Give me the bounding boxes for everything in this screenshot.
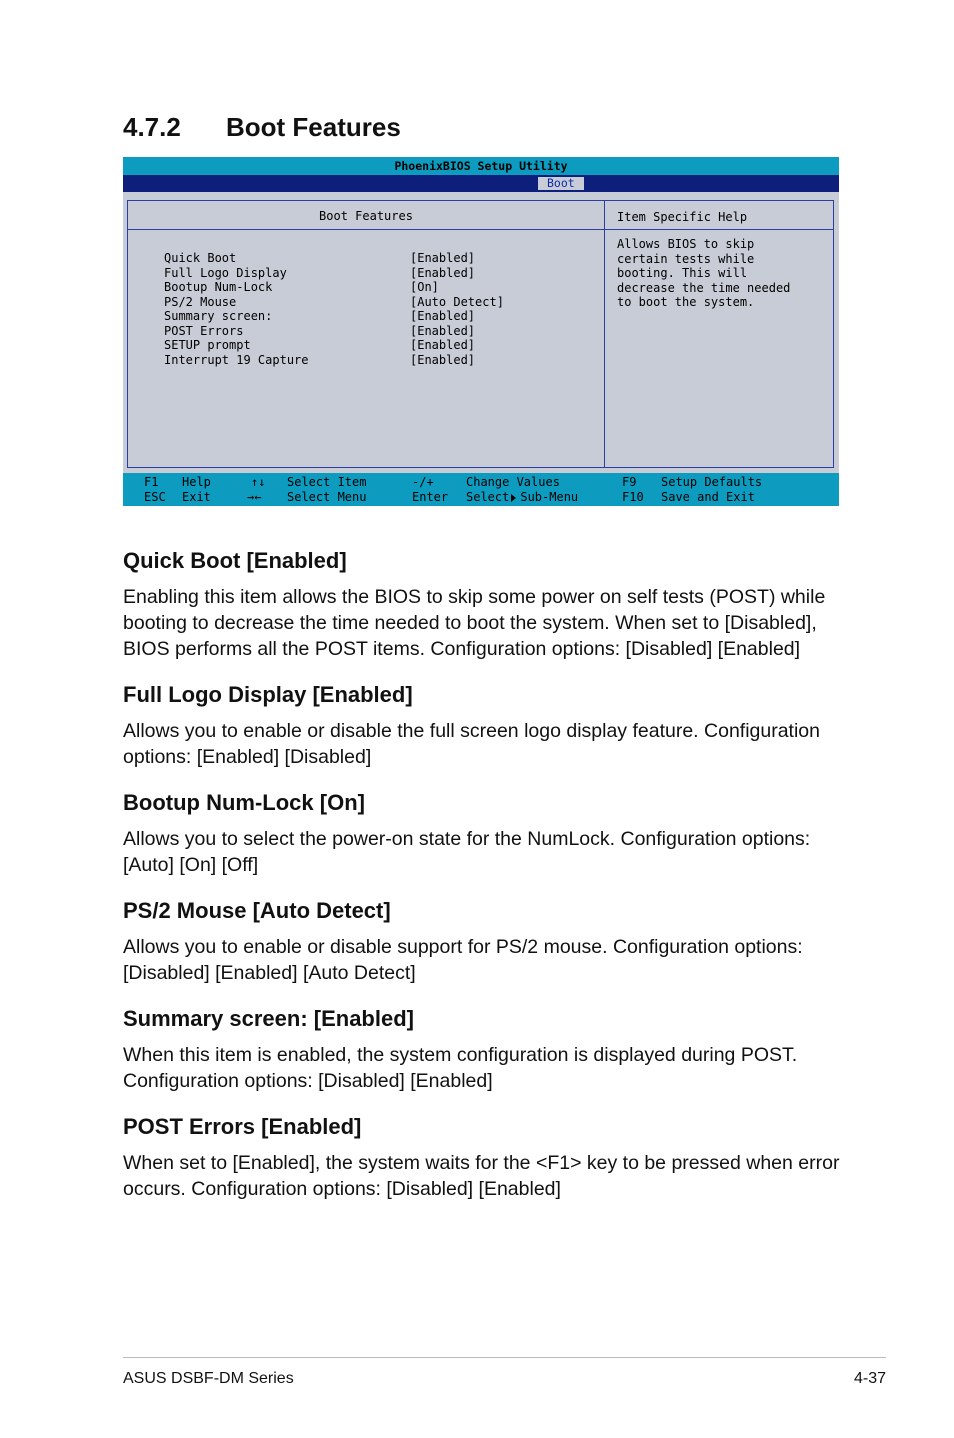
item-label: PS/2 Mouse: [164, 294, 237, 309]
item-label: Summary screen:: [164, 309, 273, 323]
tab-boot[interactable]: Boot: [538, 177, 584, 190]
key-f9-label: Setup Defaults: [661, 475, 763, 489]
bios-title-bar: PhoenixBIOS Setup Utility: [123, 157, 839, 175]
list-item-interrupt-19[interactable]: [164, 353, 504, 368]
item-label: POST Errors: [164, 323, 244, 338]
key-f10: F10: [622, 490, 644, 504]
heading-full-logo: Full Logo Display [Enabled]: [123, 682, 413, 707]
list-item-summary-screen[interactable]: [164, 309, 504, 324]
paragraph-ps2-mouse: Allows you to enable or disable support for PS/2 mouse. Configuration options: [Disabled] [Enabled] [Auto Detect]: [123, 936, 803, 984]
item-label: Bootup Num-Lock: [164, 280, 273, 294]
item-value[interactable]: [Enabled]: [410, 309, 476, 323]
heading-num-lock: Bootup Num-Lock [On]: [123, 790, 365, 815]
key-enter-label: [466, 490, 578, 505]
key-f1-label: Help: [182, 475, 211, 489]
list-item-setup-prompt[interactable]: [164, 338, 504, 353]
section-number: 4.7.2: [123, 112, 181, 142]
item-value[interactable]: [Auto Detect]: [410, 294, 504, 309]
paragraph-num-lock: Allows you to select the power-on state for the NumLock. Configuration options: [Auto] [On] [Off]: [123, 828, 811, 876]
item-value[interactable]: [Enabled]: [410, 352, 476, 367]
footer-rule: [123, 1357, 886, 1358]
submenu-triangle-icon: [511, 494, 516, 502]
heading-quick-boot: Quick Boot [Enabled]: [123, 548, 347, 573]
help-title: Item Specific Help: [617, 210, 748, 224]
list-item-post-errors[interactable]: [164, 324, 504, 339]
key-plusminus: -/+: [412, 475, 434, 489]
footer-product: ASUS DSBF-DM Series: [123, 1370, 294, 1387]
paragraph-quick-boot: Enabling this item allows the BIOS to skip some power on self tests (POST) while booting to decrease the time needed to boot the system. When set to [Disabled], BIOS performs all the POST items. Configuration options: [Disabled] [Enabled]: [123, 586, 826, 660]
paragraph-summary-screen: When this item is enabled, the system configuration is displayed during POST. Configuration options: [Disabled] [Enabled]: [123, 1044, 798, 1092]
key-f1: F1: [144, 475, 159, 489]
boot-features-list: [164, 251, 504, 367]
help-text: Allows BIOS to skip certain tests while booting. This will decrease the time needed to boot the system.: [617, 237, 791, 309]
section-title-text: Boot Features: [226, 112, 401, 142]
list-item-full-logo[interactable]: [164, 266, 504, 281]
panel-divider: [604, 201, 605, 467]
panel-title: Boot Features: [319, 209, 413, 223]
item-value[interactable]: [Enabled]: [410, 265, 476, 280]
key-leftright-label: Select Menu: [287, 490, 367, 504]
bios-screenshot: [123, 157, 839, 506]
key-updown-label: Select Item: [287, 475, 367, 489]
paragraph-full-logo: Allows you to enable or disable the full screen logo display feature. Configuration options: [Enabled] [Disabled]: [123, 720, 821, 768]
key-plusminus-label: Change Values: [466, 475, 560, 489]
leftright-arrows-icon: →←: [247, 490, 262, 504]
key-esc: ESC: [144, 490, 166, 504]
key-esc-label: Exit: [182, 490, 211, 504]
item-value[interactable]: [Enabled]: [410, 323, 476, 338]
key-enter: Enter: [412, 490, 449, 504]
section-title: [123, 112, 401, 143]
key-f10-label: Save and Exit: [661, 490, 755, 504]
bios-panel: [127, 200, 834, 468]
bios-key-legend: [123, 473, 839, 506]
footer-page-number: 4-37: [853, 1370, 886, 1387]
heading-ps2-mouse: PS/2 Mouse [Auto Detect]: [123, 898, 391, 923]
bios-menu-bar: [123, 175, 839, 192]
heading-post-errors: POST Errors [Enabled]: [123, 1114, 362, 1139]
item-value[interactable]: [Enabled]: [410, 338, 476, 352]
heading-summary-screen: Summary screen: [Enabled]: [123, 1006, 414, 1031]
list-item-num-lock[interactable]: [164, 280, 504, 295]
key-f9: F9: [622, 475, 637, 489]
key-enter-label-a: Select: [466, 490, 510, 504]
item-label: Full Logo Display: [164, 265, 287, 280]
list-item-ps2-mouse[interactable]: [164, 295, 504, 310]
paragraph-post-errors: When set to [Enabled], the system waits for the <F1> key to be pressed when error occurs. Configuration options: [Disabled] [Enabled]: [123, 1152, 840, 1200]
panel-header-divider: [128, 229, 833, 230]
item-value[interactable]: [On]: [410, 280, 439, 294]
key-enter-label-b: Sub-Menu: [520, 490, 579, 504]
item-label: SETUP prompt: [164, 338, 251, 352]
item-label: Interrupt 19 Capture: [164, 352, 309, 367]
updown-arrows-icon: ↑↓: [251, 475, 266, 489]
item-label: Quick Boot: [164, 251, 237, 265]
item-value[interactable]: [Enabled]: [410, 251, 476, 265]
list-item-quick-boot[interactable]: [164, 251, 504, 266]
